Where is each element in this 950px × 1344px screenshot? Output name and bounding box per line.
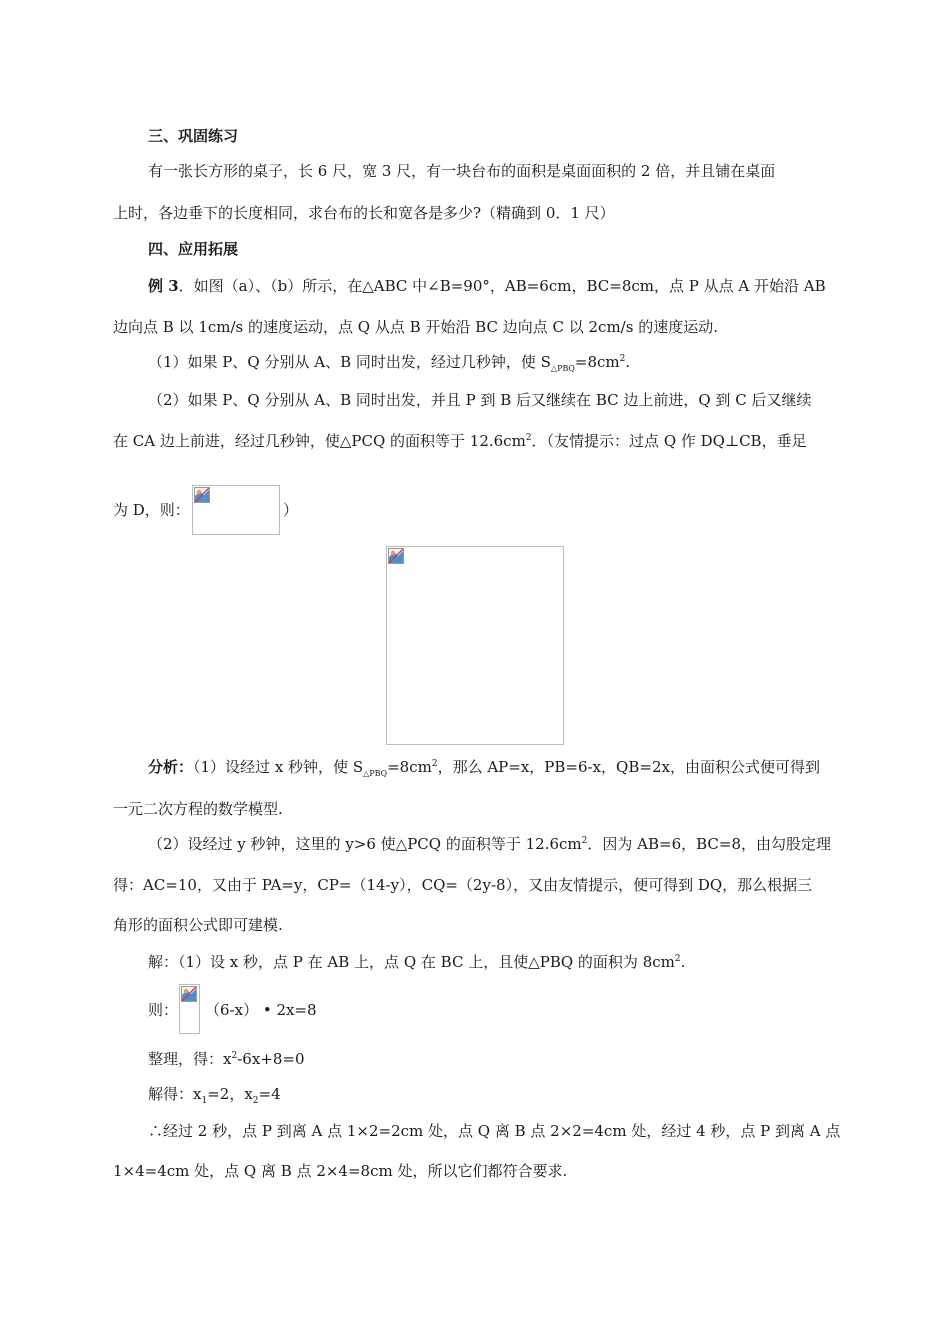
analysis-line-2: 一元二次方程的数学模型. <box>113 800 283 818</box>
analysis-line-1: 分析：（1）设经过 x 秒钟，使 $S_{\triangle PBQ}=8cm^2$，那么 AP=x，PB=6-x，QB=2x，由面积公式便可得到 <box>148 758 820 778</box>
triangle-figure-image <box>386 546 564 745</box>
solution-line-3: 整理，得：$x^2-6x+8=0$ <box>148 1050 305 1068</box>
exercise-text-line-1: 有一张长方形的桌子，长 6 尺，宽 3 尺，有一块台布的面积是桌面面积的 2 倍，并且铺在桌面 <box>148 162 776 180</box>
section-heading-consolidation: 三、巩固练习 <box>148 127 239 145</box>
question-1: （1）如果 P、Q 分别从 A、B 同时出发，经过几秒钟，使 $S_{\triangle PBQ}=8cm^2$. <box>148 353 631 373</box>
question-2-line-2: 在 CA 边上前进，经过几秒钟，使△PCQ 的面积等于 $12.6cm^2$．（友情提示：过点 Q 作 DQ⊥CB，垂足 <box>113 432 807 450</box>
example-3-line-2: 边向点 B 以 1cm/s 的速度运动，点 Q 从点 B 开始沿 BC 边向点 C 以 2cm/s 的速度运动. <box>113 318 718 336</box>
solution-line-2-post: （6-x） • 2x=8 <box>205 1001 317 1019</box>
example-label: 例 3 <box>148 277 179 295</box>
analysis-line-4: 得：AC=10，又由于 PA=y，CP=（14-y），CQ=（2y-8），又由友情提示，便可得到 DQ，那么根据三 <box>113 876 813 894</box>
question-2-line-3-pre: 为 D，则： <box>113 501 190 519</box>
question-2-line-3-post: ） <box>283 501 299 519</box>
solution-line-6: 1×4=4cm 处，点 Q 离 B 点 2×4=8cm 处，所以它们都符合要求. <box>113 1162 568 1180</box>
example-3-line-1: 例 3．如图（a）、（b）所示，在△ABC 中∠B=90°，AB=6cm，BC=8cm，点 P 从点 A 开始沿 AB <box>148 277 826 295</box>
fraction-half-image <box>179 984 200 1034</box>
analysis-line-3: （2）设经过 y 秒钟，这里的 y>6 使△PCQ 的面积等于 $12.6cm^2$．因为 AB=6，BC=8，由勾股定理 <box>148 835 832 853</box>
solution-line-4: 解得：$x_1=2$，$x_2=4$ <box>148 1085 281 1106</box>
solution-line-1: 解：（1）设 x 秒，点 P 在 AB 上，点 Q 在 BC 上，且使△PBQ 的面积为 $8cm^2$. <box>148 953 686 971</box>
section-heading-application: 四、应用拓展 <box>148 240 239 258</box>
hint-formula-image <box>192 485 280 535</box>
exercise-text-line-2: 上时，各边垂下的长度相同，求台布的长和宽各是多少?（精确到 0．1 尺） <box>113 204 615 222</box>
solution-line-5: ∴经过 2 秒，点 P 到离 A 点 1×2=2cm 处，点 Q 离 B 点 2×2=4cm 处，经过 4 秒，点 P 到离 A 点 <box>148 1122 841 1140</box>
broken-image-icon <box>181 986 197 1002</box>
broken-image-icon <box>194 487 210 503</box>
analysis-line-5: 角形的面积公式即可建模. <box>113 916 283 934</box>
solution-line-2-pre: 则： <box>148 1001 179 1019</box>
analysis-label: 分析： <box>148 758 194 776</box>
broken-image-icon <box>388 548 404 564</box>
question-2-line-1: （2）如果 P、Q 分别从 A、B 同时出发，并且 P 到 B 后又继续在 BC 边上前进，Q 到 C 后又继续 <box>148 391 812 409</box>
